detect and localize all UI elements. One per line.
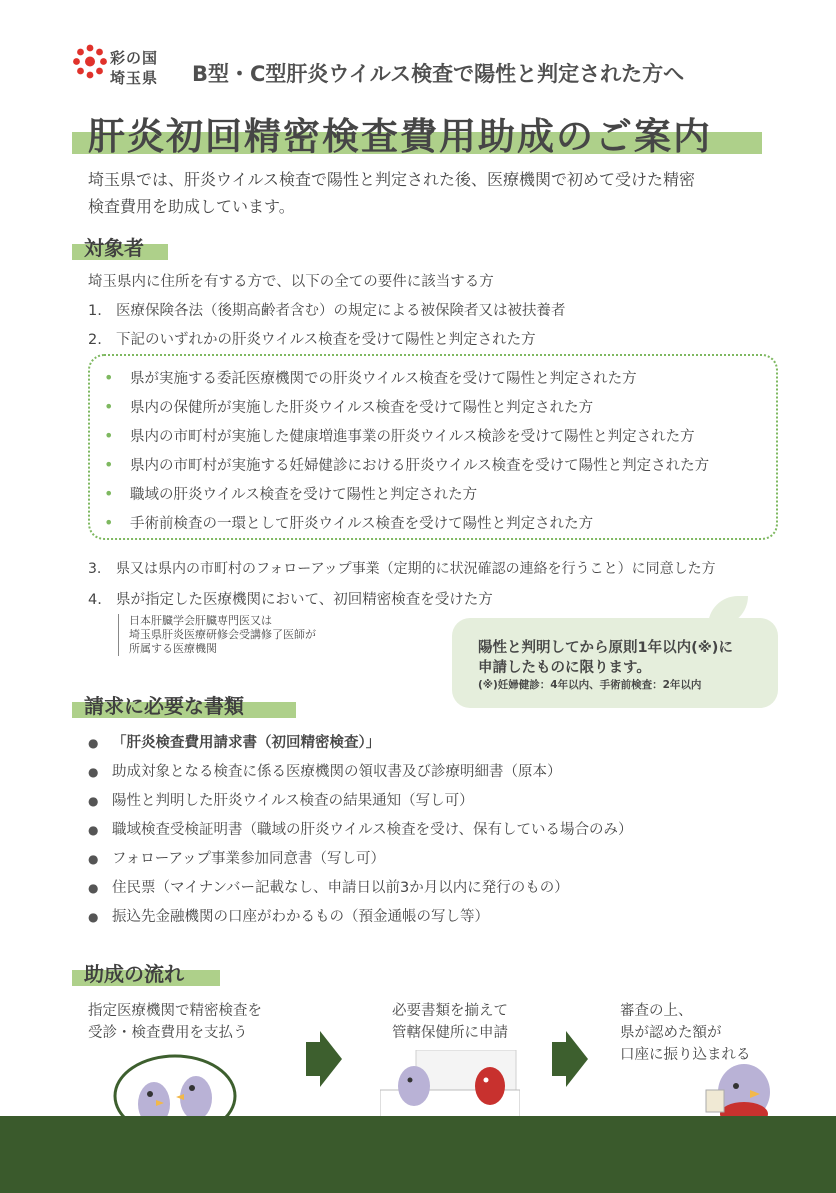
list-item: • 県内の市町村が実施する妊婦健診における肝炎ウイルス検査を受けて陽性と判定された方: [104, 453, 709, 482]
documents-list: [88, 730, 633, 933]
target-lead: 埼玉県内に住所を有する方で、以下の全ての要件に該当する方: [88, 274, 494, 290]
list-item: ● 助成対象となる検査に係る医療機関の領収書及び診療明細書（原本）: [88, 759, 633, 788]
flow-arrow-1-stem: [306, 1042, 320, 1076]
mascot-illustration: [700, 1052, 780, 1124]
requirement-3: 3. 県又は県内の市町村のフォローアップ事業（定期的に状況確認の連絡を行うこと）に同意した方: [88, 561, 716, 577]
section-heading-documents: 請求に必要な書類: [84, 694, 244, 718]
list-item: ● 「肝炎検査費用請求書（初回精密検査）」: [88, 730, 633, 759]
list-item: ● 陽性と判明した肝炎ウイルス検査の結果通知（写し可）: [88, 788, 633, 817]
saitama-emblem-icon: [72, 44, 108, 80]
deadline-notice: 陽性と判明してから原則1年以内(※)に 申請したものに限ります。: [478, 640, 733, 676]
section-heading-target: 対象者: [84, 236, 144, 260]
flow-arrow-2-icon: [566, 1031, 588, 1087]
application-counter-illustration: [380, 1050, 520, 1120]
list-item: ● 職域検査受検証明書（職域の肝炎ウイルス検査を受け、保有している場合のみ）: [88, 817, 633, 846]
list-item: ● フォローアップ事業参加同意書（写し可）: [88, 846, 633, 875]
logo-text: 彩の国 埼玉県: [110, 49, 159, 87]
requirement-4: 4. 県が指定した医療機関において、初回精密検査を受けた方: [88, 592, 493, 608]
prefecture-logo: [72, 42, 192, 98]
flow-arrow-1-icon: [320, 1031, 342, 1087]
flow-step-2-text: 必要書類を揃えて 管轄保健所に申請: [392, 1003, 508, 1041]
test-types-list: [104, 366, 709, 540]
section-heading-flow: 助成の流れ: [84, 962, 184, 986]
flow-step-3-text: 審査の上、 県が認めた額が 口座に振り込まれる: [620, 1003, 751, 1063]
requirement-2: 2. 下記のいずれかの肝炎ウイルス検査を受けて陽性と判定された方: [88, 332, 536, 348]
requirement-1: 1. 医療保険各法（後期高齢者含む）の規定による被保険者又は被扶養者: [88, 303, 566, 319]
list-item: ● 振込先金融機関の口座がわかるもの（預金通帳の写し等）: [88, 904, 633, 933]
deadline-footnote: (※)妊婦健診：4年以内、手術前検査：2年以内: [478, 679, 702, 691]
list-item: • 県が実施する委託医療機関での肝炎ウイルス検査を受けて陽性と判定された方: [104, 366, 709, 395]
designated-institution-note: 日本肝臓学会肝臓専門医又は 埼玉県肝炎医療研修会受講修了医師が 所属する医療機関: [118, 614, 316, 656]
list-item: • 県内の市町村が実施した健康増進事業の肝炎ウイルス検診を受けて陽性と判定された方: [104, 424, 709, 453]
subtitle: B型・C型肝炎ウイルス検査で陽性と判定された方へ: [192, 62, 685, 86]
footer-ground: [0, 1116, 836, 1193]
list-item: ● 住民票（マイナンバー記載なし、申請日以前3か月以内に発行のもの）: [88, 875, 633, 904]
flow-arrow-2-stem: [552, 1042, 566, 1076]
page-title: 肝炎初回精密検査費用助成のご案内: [88, 115, 712, 158]
list-item: • 職域の肝炎ウイルス検査を受けて陽性と判定された方: [104, 482, 709, 511]
intro-text: 埼玉県では、肝炎ウイルス検査で陽性と判定された後、医療機関で初めて受けた精密 検査費用を助成しています。: [88, 170, 696, 216]
list-item: • 県内の保健所が実施した肝炎ウイルス検査を受けて陽性と判定された方: [104, 395, 709, 424]
list-item: • 手術前検査の一環として肝炎ウイルス検査を受けて陽性と判定された方: [104, 511, 709, 540]
flow-step-1-text: 指定医療機関で精密検査を 受診・検査費用を支払う: [88, 1003, 262, 1041]
